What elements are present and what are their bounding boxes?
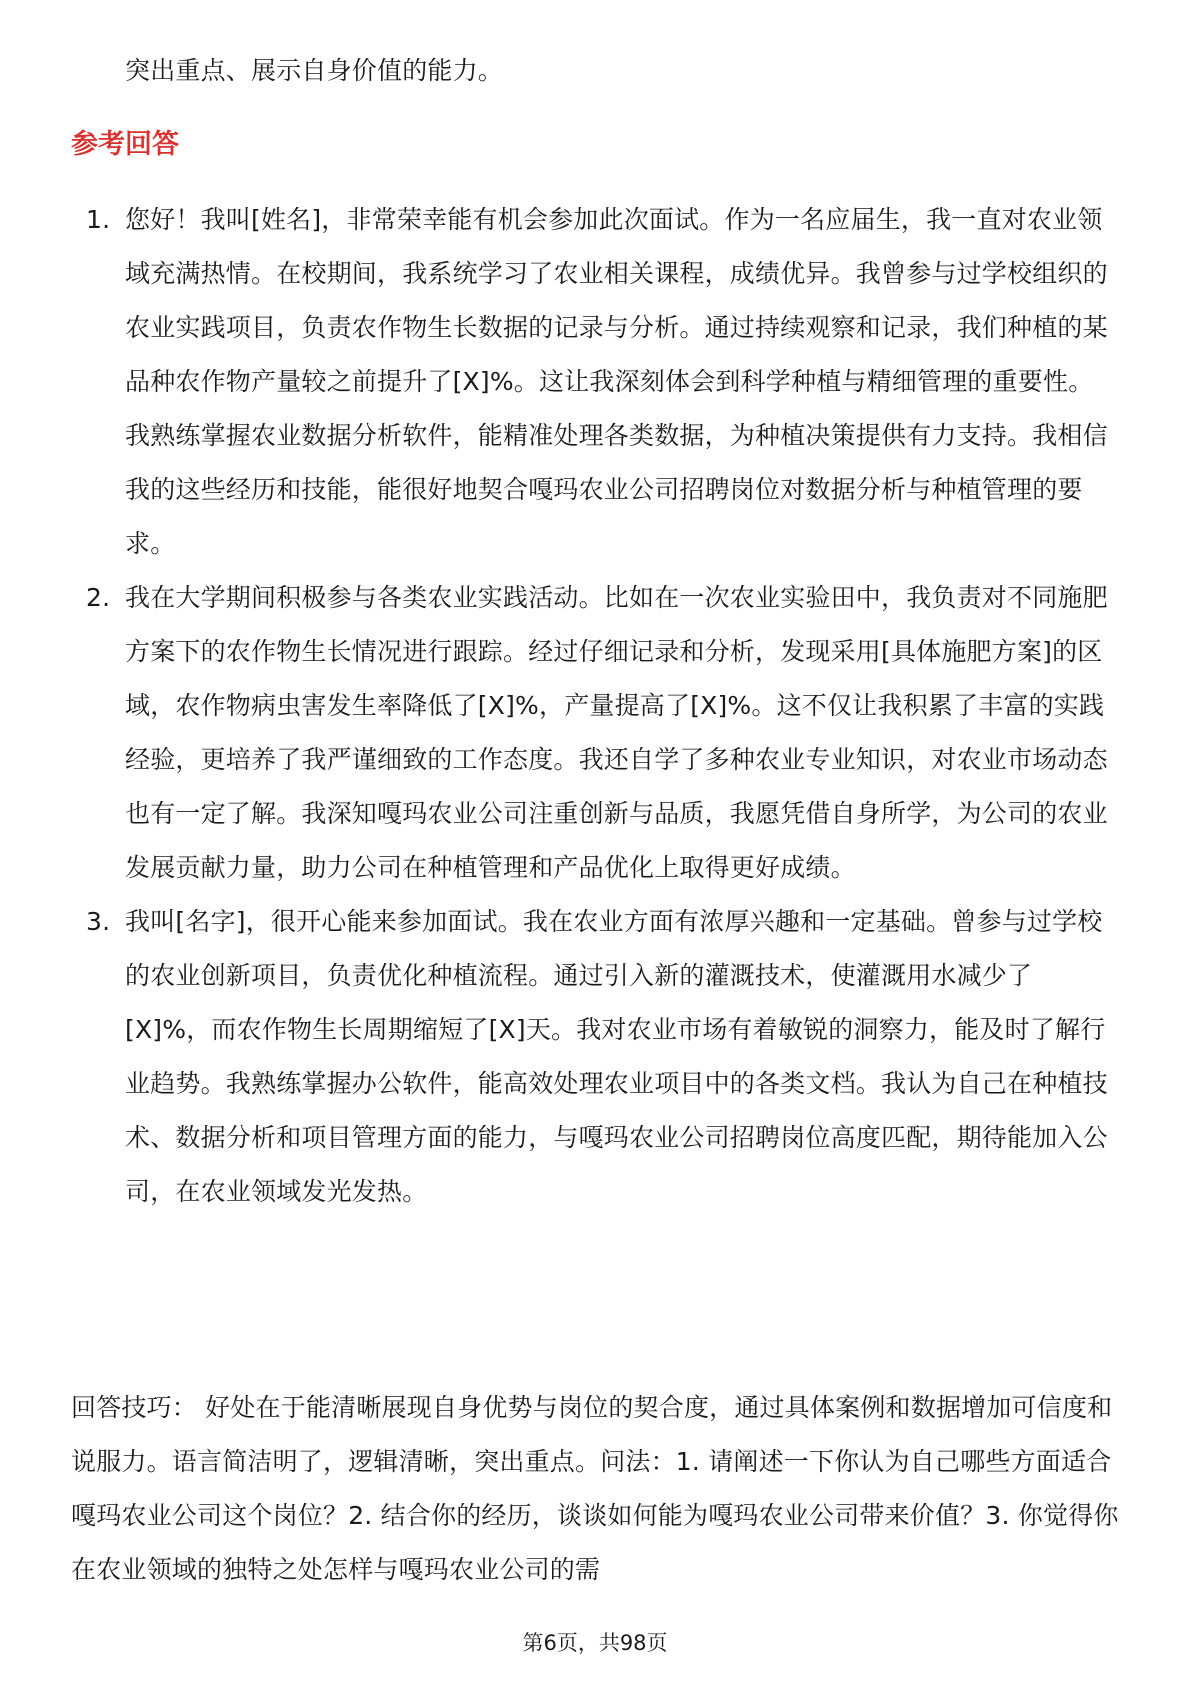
list-item-number: 1.	[86, 205, 111, 234]
list-item-text: 我叫[名字]，很开心能来参加面试。我在农业方面有浓厚兴趣和一定基础。曾参与过学校的农业创新项目，负责优化种植流程。通过引入新的灌溉技术，使灌溉用水减少了[X]%，而农作物生长周期缩短了[X]天。我对农业市场有着敏锐的洞察力，能及时了解行业趋势。我熟练掌握办公软件，能高效处理农业项目中的各类文档。我认为自己在种植技术、数据分析和项目管理方面的能力，与嘎玛农业公司招聘岗位高度匹配，期待能加入公司，在农业领域发光发热。	[125, 907, 1108, 1206]
answer-list	[0, 193, 1190, 1219]
list-item-number: 3.	[86, 907, 111, 936]
answer-tips: 回答技巧： 好处在于能清晰展现自身优势与岗位的契合度，通过具体案例和数据增加可信度和说服力。语言简洁明了，逻辑清晰，突出重点。问法：1. 请阐述一下你认为自己哪些方面适合嘎玛农业公司这个岗位？2. 结合你的经历，谈谈如何能为嘎玛农业公司带来价值？3. 你觉得你在农业领域的独特之处怎样与嘎玛农业公司的需	[71, 1393, 1119, 1584]
list-item-number: 2.	[86, 583, 111, 612]
page-number: 第6页，共98页	[522, 1631, 668, 1655]
list-item	[0, 895, 1190, 1219]
list-item	[0, 571, 1190, 895]
list-item-text: 我在大学期间积极参与各类农业实践活动。比如在一次农业实验田中，我负责对不同施肥方案下的农作物生长情况进行跟踪。经过仔细记录和分析，发现采用[具体施肥方案]的区域，农作物病虫害发生率降低了[X]%，产量提高了[X]%。这不仅让我积累了丰富的实践经验，更培养了我严谨细致的工作态度。我还自学了多种农业专业知识，对农业市场动态也有一定了解。我深知嘎玛农业公司注重创新与品质，我愿凭借自身所学，为公司的农业发展贡献力量，助力公司在种植管理和产品优化上取得更好成绩。	[125, 583, 1108, 882]
list-item	[0, 193, 1190, 571]
section-title: 参考回答	[71, 129, 179, 160]
intro-text: 突出重点、展示自身价值的能力。	[125, 56, 504, 85]
list-item-text: 您好！我叫[姓名]，非常荣幸能有机会参加此次面试。作为一名应届生，我一直对农业领域充满热情。在校期间，我系统学习了农业相关课程，成绩优异。我曾参与过学校组织的农业实践项目，负责农作物生长数据的记录与分析。通过持续观察和记录，我们种植的某品种农作物产量较之前提升了[X]%。这让我深刻体会到科学种植与精细管理的重要性。我熟练掌握农业数据分析软件，能精准处理各类数据，为种植决策提供有力支持。我相信我的这些经历和技能，能很好地契合嘎玛农业公司招聘岗位对数据分析与种植管理的要求。	[125, 205, 1108, 558]
